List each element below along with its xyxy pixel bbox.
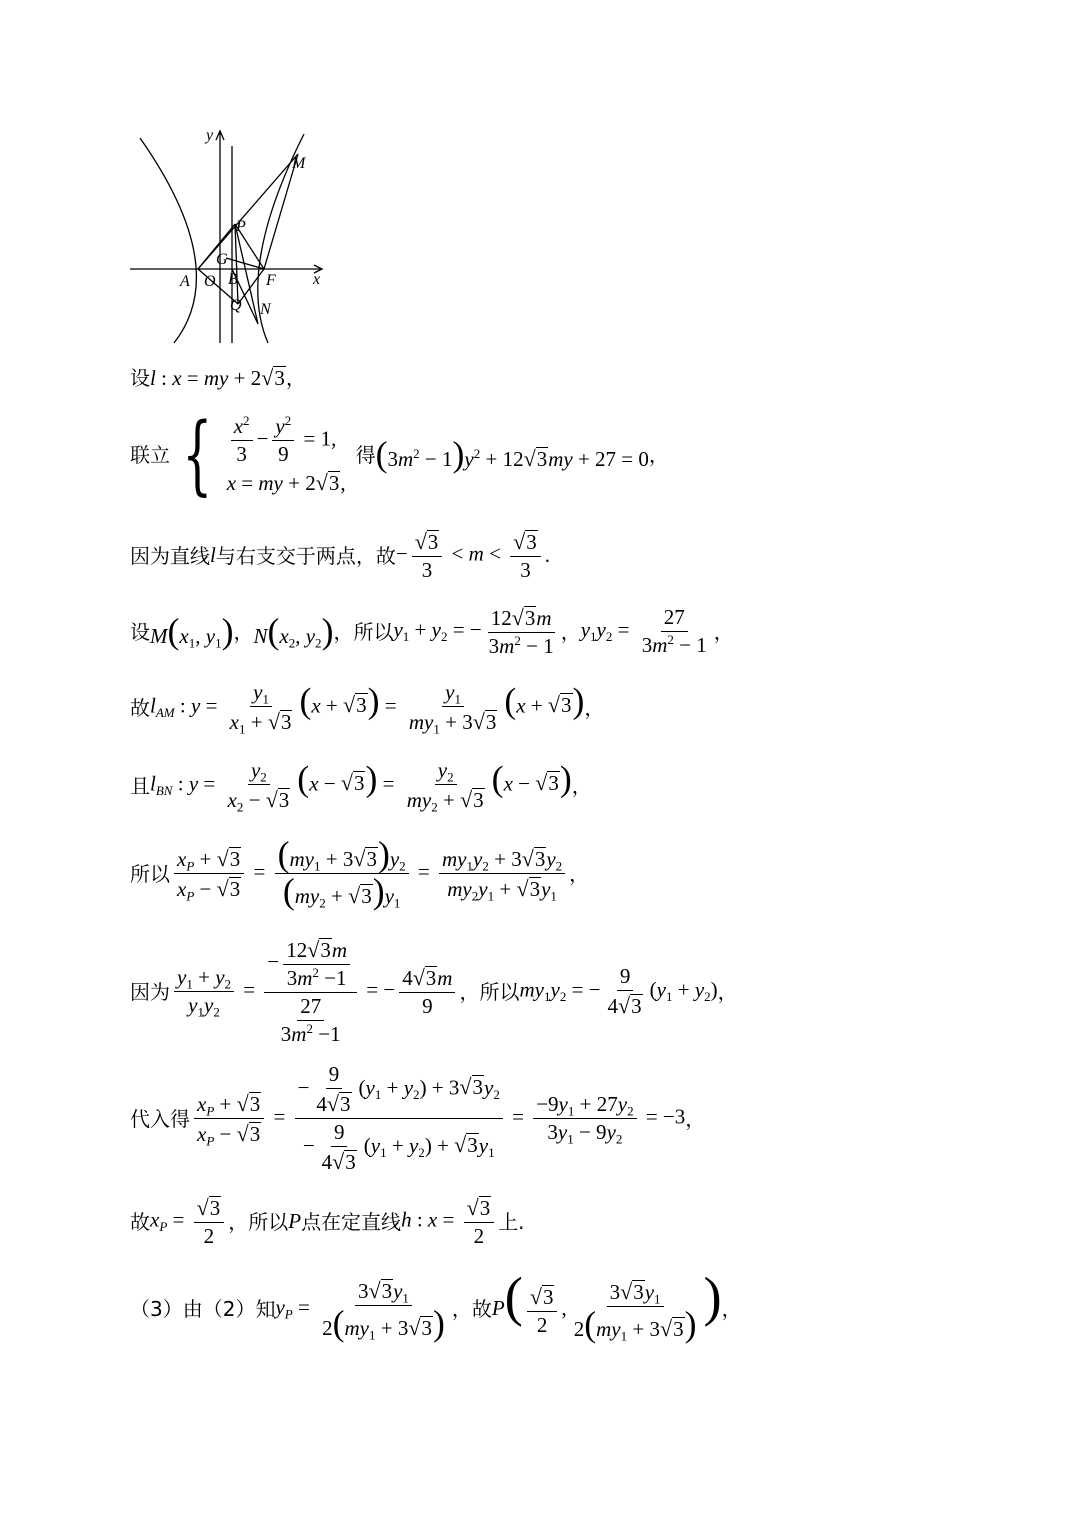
label-P: P <box>236 218 246 235</box>
l4-sum: $y_1 + y_2$ = − 12 √ 3 m $3m^2 - 1$ <box>393 605 554 659</box>
label-y: y <box>206 128 214 144</box>
l6-equation: $l_{BN}$ : y = $y_2$ $x_2$ − √ 3 (x − √ 3 ) = $y_2$ $my_2$ + √ 3 (x − √ 3 ) <box>150 758 572 815</box>
line-6 <box>130 758 592 815</box>
l3-var: l <box>210 543 216 568</box>
l4-mid: ，所以 <box>333 619 394 644</box>
l5-prefix: 故 <box>130 695 150 720</box>
l11-prefix: （3）由（2）知 <box>130 1297 276 1322</box>
l8-suffix: ， <box>717 979 738 1004</box>
label-N: N <box>260 301 271 318</box>
label-Q: Q <box>230 297 242 314</box>
l9-equation: $x_P$ + √ 3 $x_P$ − √ 3 = − 9 4 √ 3 $(y_1 + y_2) + 3$ √ 3 $y_2$ − 9 4 √ 3 $(y_1 + y_2)$ + √ 3 $y_1$ = $\frac{-9y_1 + 27y_2}{3y_1 - 9y_2}$ = −3 <box>190 1064 685 1173</box>
l11-yp: $y_P$ = 3 √ 3 $y_1$ $2(my_1 + 3$ √ 3 ) <box>275 1278 445 1344</box>
line-QF <box>238 269 264 304</box>
equation-system: { $\frac{x^2}{3}$ − $\frac{y^2}{9}$ = 1, x = my + 2 √ 3 , <box>182 405 346 505</box>
l2-result: $(3m^2 - 1)y^2 + 12$ √ 3 my + 27 = 0 <box>375 433 649 474</box>
l4-N: $N(x_2$, $y_2$) <box>253 610 334 651</box>
l1-suffix: ， <box>285 365 306 390</box>
label-M: M <box>292 155 306 172</box>
line-1 <box>130 366 306 389</box>
l2-mid: 得 <box>355 443 376 467</box>
line-8 <box>130 938 738 1045</box>
l8-mid: ，所以 <box>459 979 520 1004</box>
l3-mid: 与右支交于两点，故 <box>215 543 396 568</box>
label-B: B <box>228 271 238 288</box>
l3-suffix: . <box>544 543 551 568</box>
label-x: x <box>313 271 321 288</box>
l9-suffix: ， <box>685 1106 706 1131</box>
label-G: G <box>216 251 228 268</box>
l7-suffix: ， <box>569 861 590 886</box>
l3-prefix: 因为直线 <box>130 543 210 568</box>
l11-P: P( √ 3 2 , 3 √ 3 $y_1$ $2(my_1 + 3$ √ 3 ) ) <box>491 1266 722 1345</box>
line-9 <box>130 1064 705 1173</box>
l10-h: h : x = √ 3 2 <box>401 1196 498 1247</box>
l10-P: P <box>288 1209 302 1234</box>
l8-result: $my_1y_2$ = − 9 4 √ 3 $(y_1 + y_2)$ <box>519 964 718 1018</box>
l10-mid: ，所以 <box>228 1209 289 1234</box>
l4-sep2: ， <box>560 619 581 644</box>
line-3 <box>130 530 550 581</box>
l7-equation: $x_P$ + √ 3 $x_P$ − √ 3 = ($my_1 + 3$ √ 3 )$y_2$ ($my_2$ + √ 3 )$y_1$ = $my_1y_2 + 3$ √ 3 $y_2$ $my_2y_1$ + √ 3 $y_1$ <box>170 840 569 907</box>
l10-mid2: 点在定直线 <box>301 1209 402 1234</box>
l6-prefix: 且 <box>130 773 150 798</box>
line-2 <box>130 405 669 505</box>
l4-prod: $y_1y_2$ = $\frac{27}{3m^2 - 1}$ <box>580 605 707 658</box>
l8-prefix: 因为 <box>130 979 170 1004</box>
line-4 <box>130 606 734 657</box>
l2-suffix: ， <box>648 443 669 467</box>
l1-equation: l : x = my + 2 √ 3 <box>150 365 285 390</box>
l4-prefix: 设 <box>130 619 150 644</box>
l6-suffix: ， <box>571 773 592 798</box>
label-F: F <box>266 272 276 289</box>
l4-sep: ， <box>233 619 254 644</box>
l11-mid: ，故 <box>451 1297 492 1322</box>
line-5 <box>130 680 605 737</box>
l2-prefix: 联立 <box>130 443 170 467</box>
l7-prefix: 所以 <box>130 861 170 886</box>
l10-prefix: 故 <box>130 1209 150 1234</box>
l10-suffix: 上. <box>498 1209 525 1234</box>
line-7 <box>130 834 590 912</box>
hyperbola-figure <box>128 128 328 348</box>
hyperbola-left-branch <box>140 138 196 343</box>
l11-suffix: ， <box>721 1297 742 1322</box>
l8-equation: $\frac{y_1 + y_2}{y_1y_2}$ = − 12 √ 3 m $3m^2 -1$ $\frac{27}{3m^2 -1}$ = − 4 √ 3 m 9 <box>170 938 459 1045</box>
l5-equation: $l_{AM}$ : y = $y_1$ $x_1$ + √ 3 (x + √ 3 ) = $y_1$ $my_1 + 3$ √ 3 (x + √ 3 ) <box>150 680 585 737</box>
l3-inequality: − √ 3 3 < m < √ 3 3 <box>396 530 545 581</box>
label-A: A <box>180 273 190 290</box>
line-11 <box>130 1266 742 1345</box>
l5-suffix: ， <box>584 695 605 720</box>
label-O: O <box>204 273 216 290</box>
line-10 <box>130 1196 525 1247</box>
l4-suffix: ， <box>713 619 734 644</box>
l9-prefix: 代入得 <box>130 1106 190 1131</box>
l1-prefix: 设 <box>130 365 150 390</box>
l4-M: $M(x_1$, $y_1$) <box>150 610 234 651</box>
l10-xp: $x_P$ = √ 3 2 <box>150 1196 228 1247</box>
